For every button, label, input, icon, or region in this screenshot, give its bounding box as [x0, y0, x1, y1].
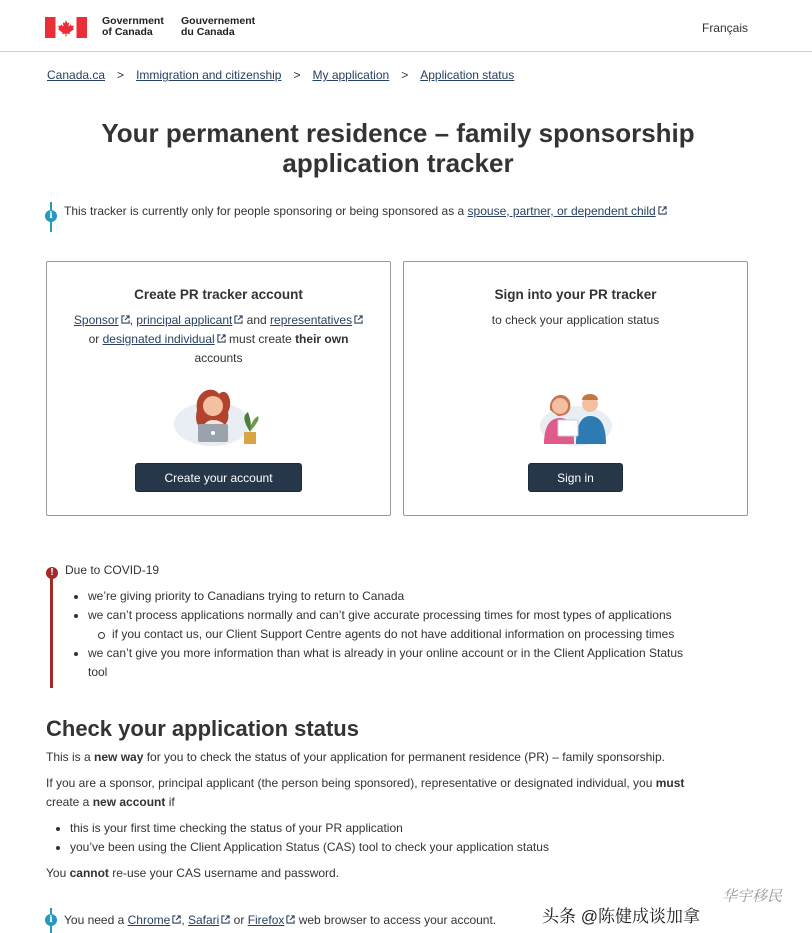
or-text: or — [230, 913, 248, 927]
couple-illustration — [536, 386, 620, 448]
check-status-heading: Check your application status — [46, 716, 359, 741]
browser-text: You need a — [64, 913, 128, 927]
warning-icon: ! — [46, 567, 58, 579]
breadcrumb-immigration[interactable]: Immigration and citizenship — [136, 68, 282, 82]
government-signature-en[interactable] — [102, 16, 164, 38]
chrome-link[interactable]: Chrome — [127, 913, 171, 927]
gov-en-line1: Government — [102, 15, 164, 27]
external-link-icon — [234, 315, 243, 324]
sign-in-card-subtitle: to check your application status — [491, 313, 660, 327]
tracker-notice-text: This tracker is currently only for people sponsoring or being sponsored as a — [64, 204, 468, 218]
sign-in-card-title: Sign into your PR tracker — [494, 287, 657, 302]
gov-en-line2: of Canada — [102, 26, 153, 38]
gov-fr-line1: Gouvernement — [181, 15, 256, 27]
new-way-bold: new way — [94, 750, 144, 764]
sign-in-button[interactable]: Sign in — [528, 463, 623, 492]
breadcrumb-separator: > — [117, 68, 125, 82]
external-link-icon — [658, 206, 667, 215]
breadcrumb-canada[interactable]: Canada.ca — [47, 68, 106, 82]
browser-notice — [64, 913, 496, 927]
must-create-paragraph — [46, 774, 746, 812]
canada-flag-icon[interactable] — [45, 17, 87, 38]
p1-text-after: for you to check the status of your application for permanent residence (PR) – family sponsorship. — [143, 750, 665, 764]
list-item: this is your first time checking the status of your PR application — [70, 819, 549, 838]
woman-laptop-illustration — [172, 382, 266, 448]
external-link-icon — [354, 315, 363, 324]
spouse-partner-link[interactable]: spouse, partner, or dependent child — [467, 204, 656, 218]
firefox-link[interactable]: Firefox — [247, 913, 285, 927]
new-account-conditions-list — [70, 819, 549, 857]
info-icon: i — [45, 908, 57, 933]
browser-text-after: web browser to access your account. — [295, 913, 497, 927]
comma-text: , — [129, 313, 137, 327]
list-item: we can’t process applications normally and can’t give accurate processing times for most types of applications — [88, 606, 738, 625]
external-link-icon — [217, 334, 226, 343]
list-item: you’ve been using the Client Application Status (CAS) tool to check your application status — [70, 838, 549, 857]
breadcrumb-separator: > — [401, 68, 409, 82]
p1-text: This is a — [46, 750, 95, 764]
sponsor-link[interactable]: Sponsor — [73, 313, 119, 327]
cannot-bold: cannot — [69, 866, 109, 880]
tracker-notice — [64, 204, 667, 218]
or-text: or — [88, 332, 103, 346]
cannot-reuse-paragraph — [46, 864, 746, 883]
alert-list — [88, 587, 738, 682]
alert-bar — [50, 568, 53, 688]
p2-if-text: if — [165, 795, 175, 809]
gov-fr-line2: du Canada — [181, 26, 235, 38]
sign-in-card — [403, 261, 748, 516]
and-text: and — [243, 313, 271, 327]
breadcrumb-separator: > — [293, 68, 301, 82]
list-item-text: we can’t give you more information than what is already in your online account or in the Client Application Status — [88, 646, 683, 660]
external-link-icon — [121, 315, 130, 324]
create-account-button[interactable]: Create your account — [135, 463, 302, 492]
toutiao-watermark: 头条 @陈健成谈加拿 — [542, 907, 700, 926]
site-watermark: 华宇移民 — [722, 887, 783, 905]
language-toggle-link[interactable]: Français — [701, 21, 748, 35]
external-link-icon — [172, 915, 181, 924]
p3-text: You — [46, 866, 70, 880]
p2-text: If you are a sponsor, principal applicant (the person being sponsored), representative or designated individual, you — [46, 776, 656, 790]
covid-alert — [50, 560, 750, 688]
page-title: Your permanent residence – family sponsorship application tracker — [101, 118, 695, 178]
info-icon: i — [45, 202, 57, 232]
list-item: if you contact us, our Client Support Centre agents do not have additional information on processing times — [88, 625, 738, 644]
create-card-title: Create PR tracker account — [134, 287, 303, 302]
p3-text-after: re-use your CAS username and password. — [108, 866, 340, 880]
accounts-text: accounts — [194, 351, 243, 365]
breadcrumb-application-status[interactable]: Application status — [420, 68, 515, 82]
government-signature-fr[interactable] — [181, 16, 255, 38]
new-account-bold: new account — [92, 795, 166, 809]
list-item-text-cont: tool — [88, 665, 108, 679]
must-bold: must — [655, 776, 685, 790]
create-account-card — [46, 261, 391, 516]
list-item — [88, 644, 738, 682]
their-own-text: their own — [295, 332, 349, 346]
principal-applicant-link[interactable]: principal applicant — [136, 313, 233, 327]
site-header — [0, 0, 812, 52]
alert-heading: Due to COVID-19 — [65, 563, 160, 577]
list-item: we’re giving priority to Canadians trying to return to Canada — [88, 587, 738, 606]
p2-line2-text: create a — [46, 795, 93, 809]
must-create-text: must create — [225, 332, 296, 346]
breadcrumb — [47, 68, 514, 82]
designated-individual-link[interactable]: designated individual — [102, 332, 215, 346]
external-link-icon — [221, 915, 230, 924]
new-way-paragraph — [46, 748, 746, 767]
create-card-description — [61, 311, 376, 368]
comma-text: , — [181, 913, 188, 927]
representatives-link[interactable]: representatives — [270, 313, 353, 327]
safari-link[interactable]: Safari — [187, 913, 220, 927]
breadcrumb-my-application[interactable]: My application — [312, 68, 390, 82]
